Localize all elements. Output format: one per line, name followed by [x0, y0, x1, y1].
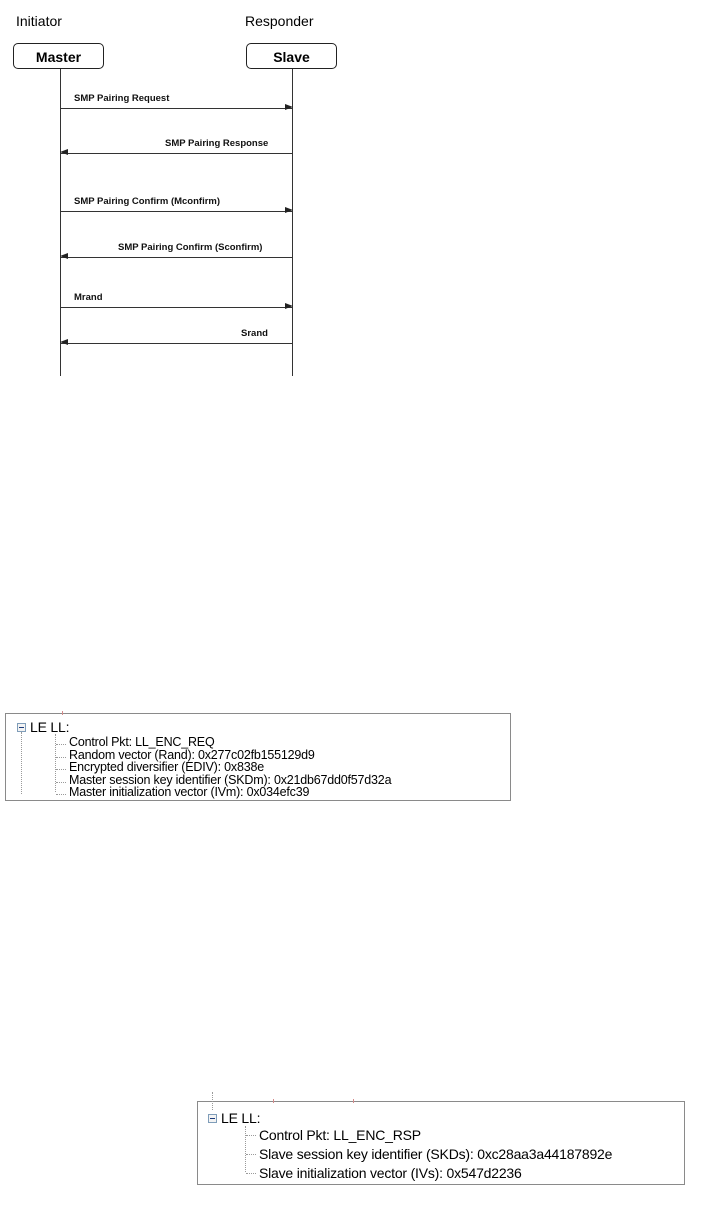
arrowhead-icon	[60, 149, 68, 155]
ll-enc-req-tree-panel	[5, 713, 511, 801]
collapse-icon[interactable]	[17, 723, 26, 732]
clipped-mark	[353, 1099, 354, 1103]
responder-role-label: Responder	[245, 13, 314, 29]
message-label: SMP Pairing Confirm (Mconfirm)	[74, 196, 221, 207]
tree-connector	[55, 734, 56, 792]
tree-connector	[245, 1126, 246, 1172]
slave-actor-box: Slave	[246, 43, 337, 69]
tree-root-label[interactable]: LE LL:	[221, 1110, 261, 1126]
tree-item[interactable]: Slave initialization vector (IVs): 0x547d2236	[259, 1165, 522, 1181]
initiator-role-label: Initiator	[16, 13, 62, 29]
message-label: SMP Pairing Response	[165, 138, 269, 149]
slave-lifeline	[292, 69, 293, 376]
clipped-mark	[62, 711, 63, 715]
tree-item[interactable]: Encrypted diversifier (EDIV): 0x838e	[69, 760, 264, 775]
message-label: SMP Pairing Request	[74, 93, 170, 104]
message-label: Srand	[241, 328, 268, 339]
master-actor-box: Master	[13, 43, 104, 69]
pairing-sequence-diagram	[0, 0, 702, 390]
tree-connector	[212, 1092, 213, 1110]
message-label: Mrand	[74, 292, 103, 303]
message-label: SMP Pairing Confirm (Sconfirm)	[118, 242, 263, 253]
ll-enc-rsp-tree-panel	[197, 1101, 685, 1185]
tree-item[interactable]: Slave session key identifier (SKDs): 0xc28aa3a44187892e	[259, 1146, 613, 1162]
tree-item[interactable]: Control Pkt: LL_ENC_REQ	[69, 735, 215, 749]
arrowhead-icon	[285, 303, 293, 309]
arrowhead-icon	[60, 253, 68, 259]
tree-item[interactable]: Control Pkt: LL_ENC_RSP	[259, 1127, 421, 1143]
tree-item[interactable]: Master session key identifier (SKDm): 0x21db67dd0f57d32a	[69, 772, 392, 787]
collapse-icon[interactable]	[208, 1114, 217, 1123]
arrowhead-icon	[60, 339, 68, 345]
tree-connector	[21, 732, 22, 794]
tree-root-label[interactable]: LE LL:	[30, 719, 70, 735]
arrowhead-icon	[285, 207, 293, 213]
clipped-mark	[273, 1099, 274, 1103]
master-lifeline	[60, 69, 61, 376]
arrowhead-icon	[285, 104, 293, 110]
tree-item[interactable]: Master initialization vector (IVm): 0x034efc39	[69, 785, 310, 800]
tree-item[interactable]: Random vector (Rand): 0x277c02fb155129d9	[69, 747, 315, 762]
